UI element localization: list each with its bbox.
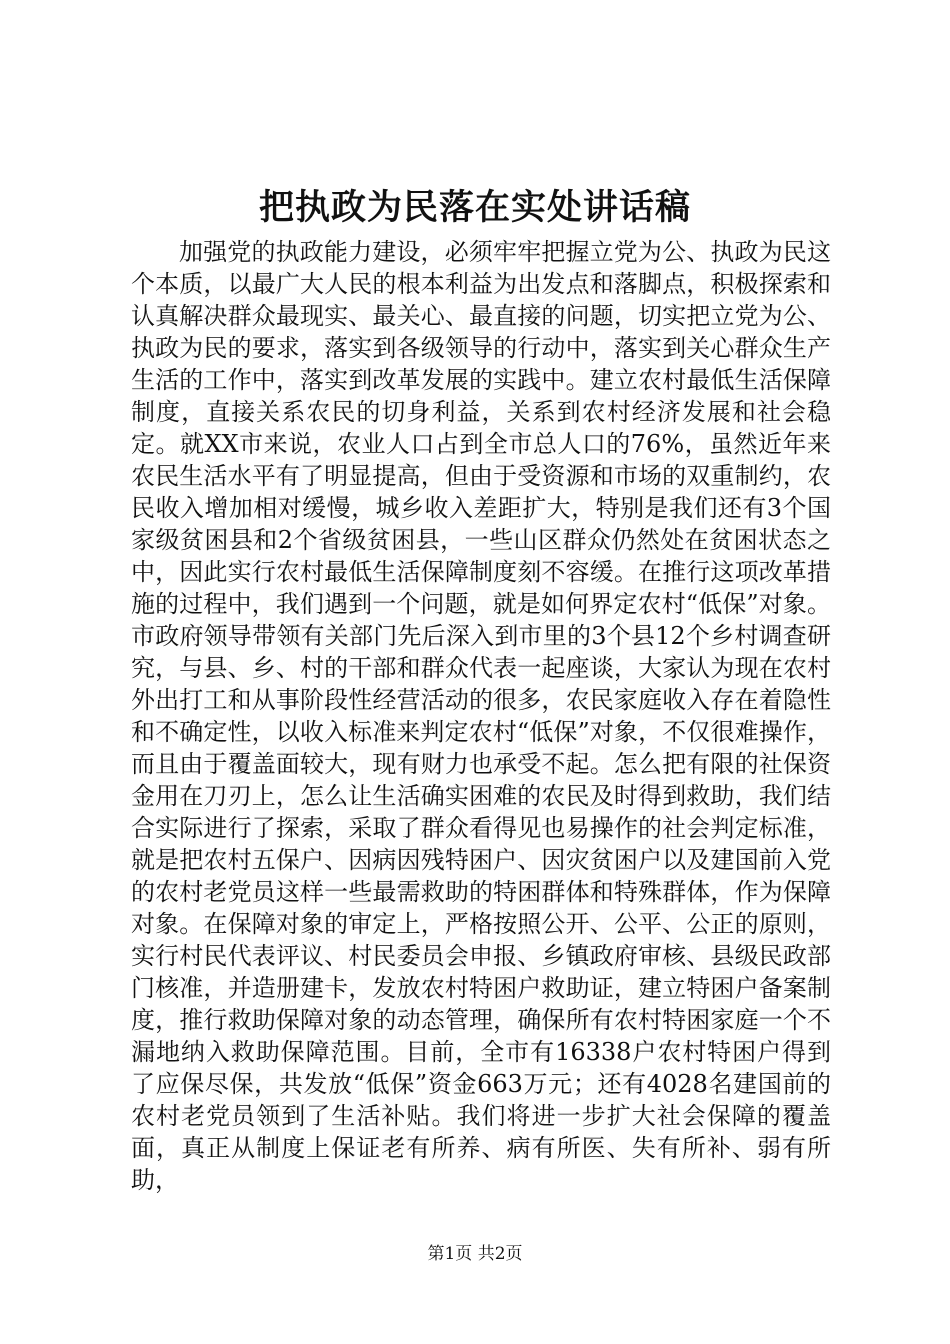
page-footer: 第1页 共2页 [427, 1244, 523, 1264]
document-title: 把执政为民落在实处讲话稿 [258, 187, 691, 228]
body-paragraph: 加强党的执政能力建设，必须牢牢把握立党为公、执政为民这个本质，以最广大人民的根本利益为出发点和落脚点，积极探索和认真解决群众最现实、最关心、最直接的问题，切实把立党为公、执政为民的要求，落实到各级领导的行动中，落实到关心群众生产生活的工作中，落实到改革发展的实践中。建立农村最低生活保障制度，直接关系农民的切身利益，关系到农村经济发展和社会稳定。就XX市来说，农业人口占到全市总人口的76%，虽然近年来农民生活水平有了明显提高，但由于受资源和市场的双重制约，农民收入增加相对缓慢，城乡收入差距扩大，特别是我们还有3个国家级贫困县和2个省级贫困县，一些山区群众仍然处在贫困状态之中，因此实行农村最低生活保障制度刻不容缓。在推行这项改革措施的过程中，我们遇到一个问题，就是如何界定农村“低保”对象。市政府领导带领有关部门先后深入到市里的3个县12个乡村调查研究，与县、乡、村的干部和群众代表一起座谈，大家认为现在农村外出打工和从事阶段性经营活动的很多，农民家庭收入存在着隐性和不确定性，以收入标准来判定农村“低保”对象，不仅很难操作，而且由于覆盖面较大，现有财力也承受不起。怎么把有限的社保资金用在刀刃上，怎么让生活确实困难的农民及时得到救助，我们结合实际进行了探索，采取了群众看得见也易操作的社会判定标准，就是把农村五保户、因病因残特困户、因灾贫困户以及建国前入党的农村老党员这样一些最需救助的特困群体和特殊群体，作为保障对象。在保障对象的审定上，严格按照公开、公平、公正的原则，实行村民代表评议、村民委员会申报、乡镇政府审核、县级民政部门核准，并造册建卡，发放农村特困户救助证，建立特困户备案制度，推行救助保障对象的动态管理，确保所有农村特困家庭一个不漏地纳入救助保障范围。目前，全市有16338户农村特困户得到了应保尽保，共发放“低保”资金663万元；还有4028名建国前的农村老党员领到了生活补贴。我们将进一步扩大社会保障的覆盖面，真正从制度上保证老有所养、病有所医、失有所补、弱有所助， [131, 238, 831, 1194]
